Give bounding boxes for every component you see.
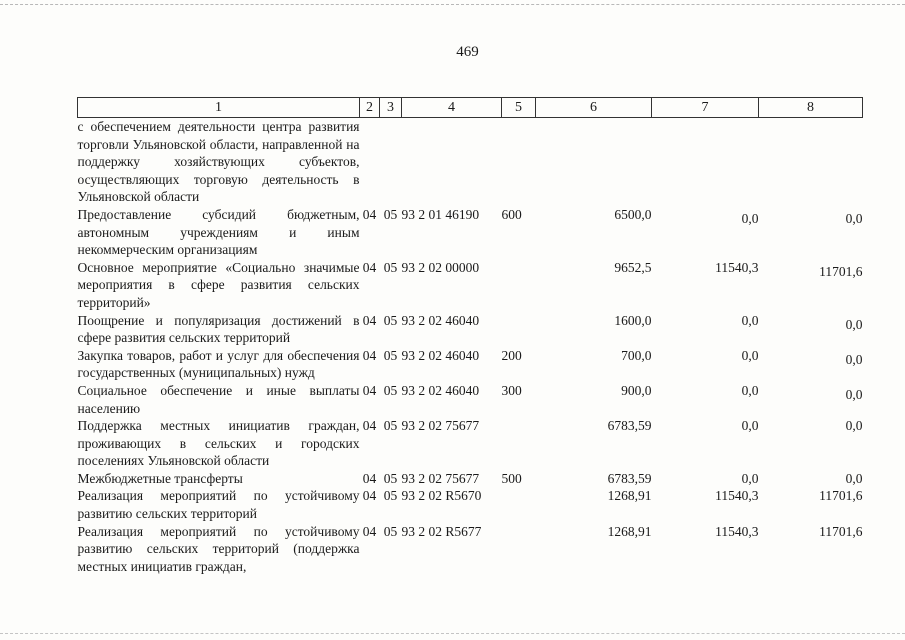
expense-type-code bbox=[502, 312, 536, 347]
subsection-code: 05 bbox=[383, 488, 398, 504]
section-code: 04 bbox=[362, 312, 377, 328]
table-row bbox=[78, 118, 863, 206]
section-code: 04 bbox=[362, 523, 377, 539]
item-name: Реализация мероприятий по устойчивому развитию сельских территорий (поддержка местных инициатив граждан, bbox=[77, 523, 360, 574]
column-header-2: 2 bbox=[360, 98, 380, 118]
amount-col-8: 0,0 bbox=[845, 386, 863, 402]
target-article-code bbox=[402, 118, 502, 206]
column-header-4: 4 bbox=[402, 98, 502, 118]
amount-col-6 bbox=[536, 118, 652, 206]
table-row bbox=[78, 259, 863, 312]
target-article-code: 93 2 02 46040 bbox=[401, 347, 480, 363]
column-number-header bbox=[78, 98, 863, 118]
amount-col-8: 0,0 bbox=[845, 210, 863, 226]
expense-type-code: 200 bbox=[501, 347, 522, 363]
item-name: Социальное обеспечение и иные выплаты населению bbox=[77, 382, 360, 416]
column-header-3: 3 bbox=[380, 98, 402, 118]
amount-col-6: 900,0 bbox=[621, 382, 652, 398]
column-header-8: 8 bbox=[759, 98, 863, 118]
item-name: Закупка товаров, работ и услуг для обеспечения государственных (муниципальных) нужд bbox=[77, 347, 360, 381]
subsection-code: 05 bbox=[383, 206, 398, 222]
item-name: Предоставление субсидий бюджетным, автономным учреждениям и иным некоммерческим организациям bbox=[77, 206, 360, 258]
item-name: с обеспечением деятельности центра развития торговли Ульяновской области, направленной на поддержку хозяйствующих субъектов, осуществляющих торговую деятельность в Ульяновской области bbox=[77, 119, 360, 205]
amount-col-8: 11701,6 bbox=[819, 263, 863, 279]
amount-col-6: 6500,0 bbox=[614, 206, 652, 222]
amount-col-7 bbox=[652, 118, 759, 206]
expense-type-code bbox=[502, 118, 536, 206]
scan-edge-top bbox=[0, 4, 905, 5]
amount-col-6: 700,0 bbox=[621, 347, 652, 363]
expense-type-code bbox=[502, 259, 536, 312]
amount-col-7: 0,0 bbox=[741, 312, 759, 328]
item-name: Реализация мероприятий по устойчивому развитию сельских территорий bbox=[77, 488, 360, 522]
item-name: Поддержка местных инициатив граждан, проживающих в сельских и городских поселениях Ульяновской области bbox=[77, 418, 360, 469]
column-header-7: 7 bbox=[652, 98, 759, 118]
section-code: 04 bbox=[362, 470, 377, 486]
subsection-code: 05 bbox=[383, 312, 398, 328]
item-name: Основное мероприятие «Социально значимые мероприятия в сфере развития сельских территорий» bbox=[77, 259, 360, 310]
target-article-code: 93 2 01 46190 bbox=[401, 206, 480, 222]
target-article-code: 93 2 02 75677 bbox=[401, 418, 480, 434]
amount-col-8: 11701,6 bbox=[819, 523, 863, 539]
expense-type-code bbox=[502, 523, 536, 576]
section-code: 04 bbox=[362, 347, 377, 363]
scan-edge-bottom bbox=[0, 633, 905, 634]
amount-col-7: 0,0 bbox=[741, 382, 759, 398]
item-name: Поощрение и популяризация достижений в сфере развития сельских территорий bbox=[77, 312, 360, 346]
subsection-code bbox=[380, 118, 402, 206]
subsection-code: 05 bbox=[383, 347, 398, 363]
amount-col-7: 0,0 bbox=[741, 470, 759, 486]
column-header-6: 6 bbox=[536, 98, 652, 118]
subsection-code: 05 bbox=[383, 259, 398, 275]
table-row bbox=[78, 206, 863, 259]
amount-col-6: 1268,91 bbox=[607, 523, 652, 539]
amount-col-7: 0,0 bbox=[741, 418, 759, 434]
section-code: 04 bbox=[362, 382, 377, 398]
column-header-1: 1 bbox=[78, 98, 360, 118]
budget-table bbox=[77, 97, 863, 575]
section-code: 04 bbox=[362, 259, 377, 275]
page-number: 469 bbox=[456, 44, 479, 60]
section-code: 04 bbox=[362, 206, 377, 222]
table-row bbox=[78, 417, 863, 470]
target-article-code: 93 2 02 R5670 bbox=[401, 488, 482, 504]
amount-col-8: 0,0 bbox=[845, 351, 863, 367]
item-name: Межбюджетные трансферты bbox=[77, 470, 243, 486]
target-article-code: 93 2 02 R5677 bbox=[401, 523, 482, 539]
expense-type-code: 600 bbox=[501, 206, 522, 222]
subsection-code: 05 bbox=[383, 470, 398, 486]
amount-col-6: 6783,59 bbox=[607, 418, 652, 434]
amount-col-7: 11540,3 bbox=[715, 259, 759, 275]
expense-type-code bbox=[502, 487, 536, 522]
table-row bbox=[78, 347, 863, 382]
amount-col-7: 11540,3 bbox=[715, 488, 759, 504]
table-row bbox=[78, 470, 863, 488]
target-article-code: 93 2 02 75677 bbox=[401, 470, 480, 486]
subsection-code: 05 bbox=[383, 523, 398, 539]
table-row bbox=[78, 312, 863, 347]
expense-type-code bbox=[502, 417, 536, 470]
expense-type-code: 300 bbox=[501, 382, 522, 398]
amount-col-8: 11701,6 bbox=[819, 488, 863, 504]
amount-col-7: 0,0 bbox=[741, 347, 759, 363]
target-article-code: 93 2 02 00000 bbox=[401, 259, 480, 275]
expense-type-code: 500 bbox=[501, 470, 522, 486]
section-code bbox=[360, 118, 380, 206]
amount-col-6: 1600,0 bbox=[614, 312, 652, 328]
amount-col-8 bbox=[759, 118, 863, 206]
target-article-code: 93 2 02 46040 bbox=[401, 382, 480, 398]
table-row bbox=[78, 382, 863, 417]
subsection-code: 05 bbox=[383, 418, 398, 434]
amount-col-6: 1268,91 bbox=[607, 488, 652, 504]
section-code: 04 bbox=[362, 488, 377, 504]
amount-col-8: 0,0 bbox=[845, 470, 863, 486]
table-row bbox=[78, 523, 863, 576]
amount-col-6: 6783,59 bbox=[607, 470, 652, 486]
amount-col-8: 0,0 bbox=[845, 316, 863, 332]
table-row bbox=[78, 487, 863, 522]
subsection-code: 05 bbox=[383, 382, 398, 398]
amount-col-7: 11540,3 bbox=[715, 523, 759, 539]
amount-col-6: 9652,5 bbox=[614, 259, 652, 275]
amount-col-7: 0,0 bbox=[741, 210, 759, 226]
target-article-code: 93 2 02 46040 bbox=[401, 312, 480, 328]
amount-col-8: 0,0 bbox=[845, 418, 863, 434]
column-header-5: 5 bbox=[502, 98, 536, 118]
section-code: 04 bbox=[362, 418, 377, 434]
